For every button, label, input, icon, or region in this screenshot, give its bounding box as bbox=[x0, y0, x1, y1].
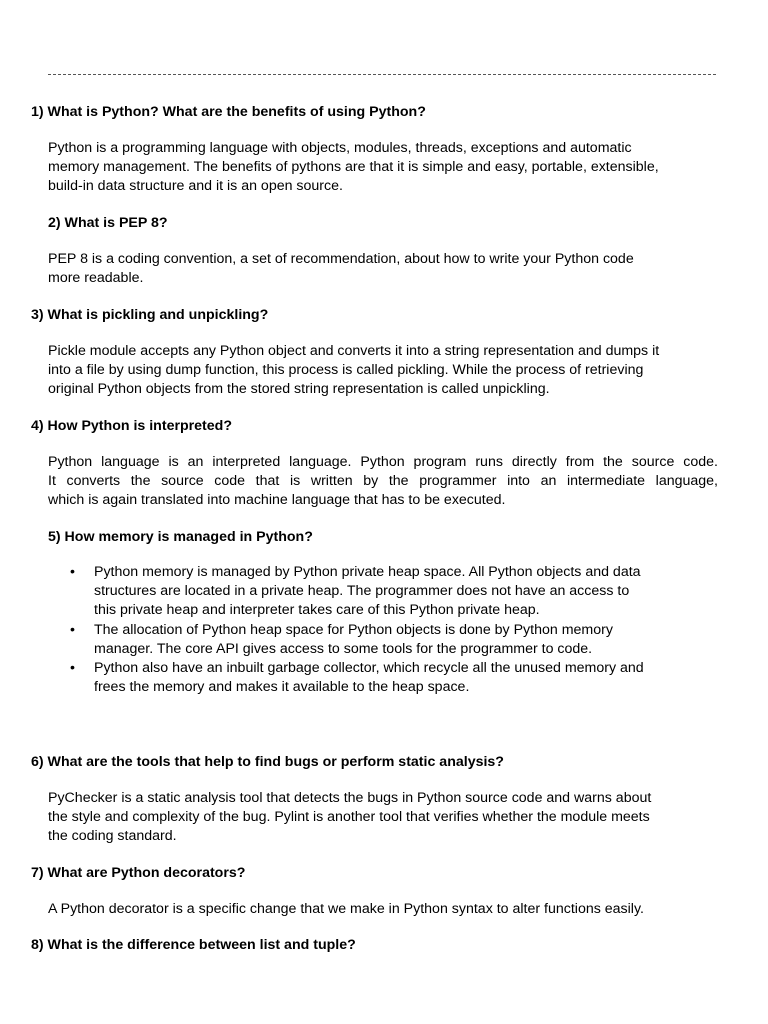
answer-paragraph bbox=[48, 342, 720, 400]
list-item bbox=[48, 563, 708, 621]
question-heading: 5) How memory is managed in Python? bbox=[48, 529, 313, 545]
answer-paragraph bbox=[48, 250, 720, 288]
bullet-line: manager. The core API gives access to some tools for the programmer to code. bbox=[94, 640, 593, 657]
answer-line: Python language is an interpreted language. Python program runs directly from the source code. bbox=[48, 454, 718, 470]
answer-line: memory management. The benefits of pythons are that it is simple and easy, portable, extensible, bbox=[48, 159, 659, 176]
bullet-line: frees the memory and makes it available to the heap space. bbox=[94, 679, 470, 696]
answer-paragraph bbox=[48, 453, 718, 511]
answer-paragraph bbox=[48, 139, 720, 197]
answer-line: the coding standard. bbox=[48, 828, 177, 845]
bullet-line: structures are located in a private heap. The programmer does not have an access to bbox=[94, 583, 630, 600]
question-heading: 2) What is PEP 8? bbox=[48, 215, 168, 231]
answer-line: into a file by using dump function, this process is called pickling. While the process of retrieving bbox=[48, 362, 644, 379]
bullet-line: The allocation of Python heap space for Python objects is done by Python memory bbox=[94, 621, 613, 638]
answer-line: Pickle module accepts any Python object and converts it into a string representation and dumps it bbox=[48, 343, 660, 359]
bullet-line: this private heap and interpreter takes care of this Python private heap. bbox=[94, 602, 540, 619]
bullet-icon: • bbox=[70, 621, 75, 638]
answer-line: which is again translated into machine language that has to be executed. bbox=[48, 492, 506, 509]
question-heading: 4) How Python is interpreted? bbox=[31, 418, 233, 434]
answer-line: the style and complexity of the bug. Pylint is another tool that verifies whether the module meets bbox=[48, 809, 650, 826]
question-heading: 6) What are the tools that help to find bugs or perform static analysis? bbox=[31, 754, 504, 770]
answer-line: A Python decorator is a specific change that we make in Python syntax to alter functions easily. bbox=[48, 901, 644, 917]
question-heading: 3) What is pickling and unpickling? bbox=[31, 307, 269, 323]
bullet-icon: • bbox=[70, 564, 75, 580]
question-heading: 8) What is the difference between list and tuple? bbox=[31, 937, 356, 953]
answer-line: PEP 8 is a coding convention, a set of recommendation, about how to write your Python code bbox=[48, 251, 634, 267]
answer-paragraph bbox=[48, 789, 720, 847]
answer-line: PyChecker is a static analysis tool that detects the bugs in Python source code and warns about bbox=[48, 790, 652, 806]
question-heading: 7) What are Python decorators? bbox=[31, 865, 246, 881]
bullet-icon: • bbox=[70, 660, 75, 677]
answer-line: original Python objects from the stored string representation is called unpickling. bbox=[48, 381, 550, 398]
bullet-line: Python memory is managed by Python private heap space. All Python objects and data bbox=[94, 564, 641, 580]
list-item bbox=[48, 659, 708, 697]
answer-line: build-in data structure and it is an open source. bbox=[48, 178, 343, 195]
bullet-list bbox=[48, 563, 708, 697]
question-heading: 1) What is Python? What are the benefits of using Python? bbox=[31, 104, 426, 120]
bullet-line: Python also have an inbuilt garbage collector, which recycle all the unused memory and bbox=[94, 660, 644, 677]
answer-paragraph bbox=[48, 900, 720, 919]
dashed-separator bbox=[48, 74, 716, 75]
answer-line: It converts the source code that is written by the programmer into an intermediate language, bbox=[48, 473, 718, 490]
list-item bbox=[48, 621, 708, 659]
answer-line: more readable. bbox=[48, 270, 144, 287]
answer-line: Python is a programming language with objects, modules, threads, exceptions and automatic bbox=[48, 140, 632, 156]
